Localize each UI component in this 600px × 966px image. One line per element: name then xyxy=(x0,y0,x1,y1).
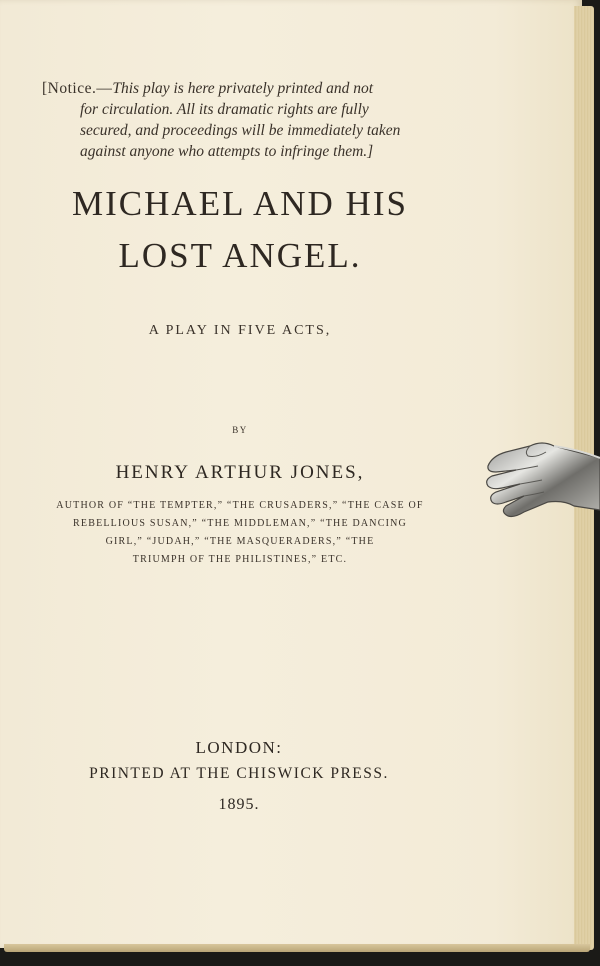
page-bottom-edge xyxy=(4,944,590,952)
imprint-press: PRINTED AT THE CHISWICK PRESS. xyxy=(89,765,389,782)
credits-line-4: TRIUMPH OF THE PHILISTINES,” ETC. xyxy=(132,554,348,565)
credits-line-2: REBELLIOUS SUSAN,” “THE MIDDLEMAN,” “THE DANCING xyxy=(73,518,407,529)
credits-line-1: AUTHOR OF “THE TEMPTER,” “THE CRUSADERS,” “THE CASE OF xyxy=(56,500,424,511)
silver-hand-page-weight-icon xyxy=(484,436,600,520)
imprint-year: 1895. xyxy=(218,796,260,813)
notice-paragraph xyxy=(42,78,442,162)
notice-line-4: against anyone who attempts to infringe them.] xyxy=(80,143,374,160)
notice-lead: [Notice.— xyxy=(42,80,113,97)
notice-line-2: for circulation. All its dramatic rights are fully xyxy=(80,101,369,118)
author-name: HENRY ARTHUR JONES, xyxy=(115,462,365,483)
title-line-2: LOST ANGEL. xyxy=(118,236,362,275)
subtitle: A PLAY IN FIVE ACTS, xyxy=(148,323,332,338)
title-line-1: MICHAEL AND HIS xyxy=(72,184,408,223)
credits-line-3: GIRL,” “JUDAH,” “THE MASQUERADERS,” “THE xyxy=(105,536,375,547)
author-credits xyxy=(0,497,480,569)
notice-line-3: secured, and proceedings will be immediately taken xyxy=(80,122,401,139)
imprint-city: LONDON: xyxy=(195,738,283,757)
by-label: BY xyxy=(232,425,248,435)
notice-line-1: This play is here privately printed and not xyxy=(112,80,374,97)
